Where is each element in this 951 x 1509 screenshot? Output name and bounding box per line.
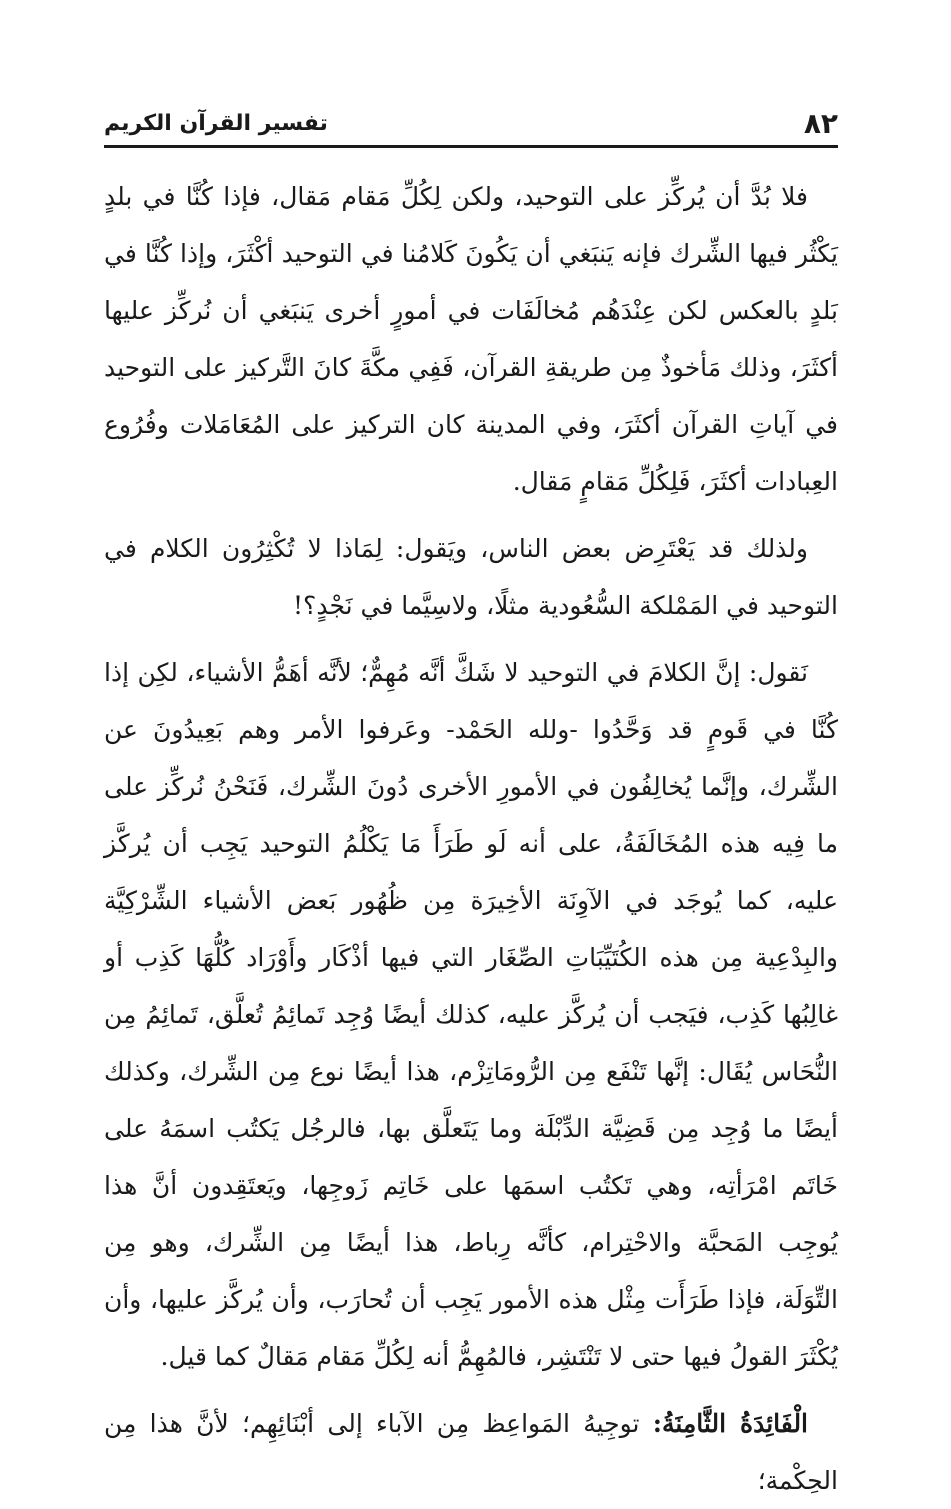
paragraph: نَقول: إنَّ الكلامَ في التوحيد لا شَكَّ أنَّه مُهِمٌّ؛ لأنَّه أهَمُّ الأشياء، لكِن إذا كُنَّا في قَومٍ قد وَحَّدُوا -ولله الحَمْد- وعَرفوا الأمر وهم بَعِيدُونَ عن الشِّرك، وإنَّما يُخالِفُون في الأمورِ الأخرى دُونَ الشِّرك، فَنَحْنُ نُركِّز على ما فِيه هذه المُخَالَفَةُ، على أنه لَو طَرَأَ مَا يَكْلُمُ التوحيد يَجِب أن يُركَّز عليه، كما يُوجَد في الآوِنَة الأخِيرَة مِن ظُهُور بَعض الأشياء الشِّرْكِيَّة والبِدْعِية مِن هذه الكُتَيِّبَاتِ الصِّغَار التي فيها أذْكَار وأَوْرَاد كُلُّهَا كَذِب أو غالِبُها كَذِب، فيَجب أن يُركَّز عليه، كذلك أيضًا وُجِد تَمائِمُ تُعلَّق، تَمائِمُ مِن النُّحَاس يُقَال: إنَّها تَنْفَع مِن الرُّومَاتِزْم، هذا أيضًا نوع مِن الشِّرك، وكذلك أيضًا ما وُجِد مِن قَضِيَّة الدِّبْلَة وما يَتَعلَّق بها، فالرجُل يَكتُب اسمَهُ على خَاتَم امْرَأتِه، وهي تَكتُب اسمَها على خَاتِم زَوجِها، ويَعتَقِدون أنَّ هذا يُوجِب المَحبَّة والاحْتِرام، كأنَّه رِباط، هذا أيضًا مِن الشِّرك، وهو مِن التِّوَلَة، فإذا طَرَأَت مِثْل هذه الأمور يَجِب أن تُحارَب، وأن يُركَّز عليها، وأن يُكْثَرَ القولُ فيها حتى لا تَنْتَشِر، فالمُهِمُّ أنه لِكُلِّ مَقام مَقالٌ كما قيل. bbox=[104, 658, 838, 1371]
running-title: تفسير القرآن الكريم bbox=[104, 110, 328, 136]
paragraph: فلا بُدَّ أن يُركِّز على التوحيد، ولكن لِكُلِّ مَقام مَقال، فإذا كُنَّا في بلدٍ يَكْثُر فيها الشِّرك فإنه يَنبَغي أن يَكُونَ كَلامُنا في التوحيد أكْثَرَ، وإذا كُنَّا في بَلدٍ بالعكس لكن عِنْدَهُم مُخالَفَات في أمورٍ أخرى يَنبَغي أن نُركِّز عليها أكثَرَ، وذلك مَأخوذٌ مِن طريقةِ القرآن، فَفِي مكَّةَ كانَ التَّركيز على التوحيد في آياتِ القرآن أكثَرَ، وفي المدينة كان التركيز على المُعَامَلات وفُرُوع العِبادات أكثَرَ، فَلِكُلِّ مَقامٍ مَقال. bbox=[104, 182, 838, 496]
paragraph bbox=[104, 1395, 838, 1509]
header-rule bbox=[104, 145, 838, 148]
page-header bbox=[104, 103, 838, 143]
paragraph: ولذلك قد يَعْتَرِض بعض الناس، ويَقول: لِمَاذا لا تُكْثِرُون الكلام في التوحيد في المَمْلكة السُّعُودية مثلًا، ولاسِيَّما في نَجْدٍ؟! bbox=[104, 534, 838, 620]
page-number: ٨٢ bbox=[803, 106, 838, 140]
section-lead: الْفَائِدَةُ الثَّامِنَةُ: bbox=[652, 1409, 809, 1438]
page-body bbox=[104, 168, 838, 1509]
section-text: توجِيهُ المَواعِظ مِن الآباء إلى أبْنَائِهِم؛ لأنَّ هذا مِن الحِكْمة؛ bbox=[104, 1409, 838, 1495]
